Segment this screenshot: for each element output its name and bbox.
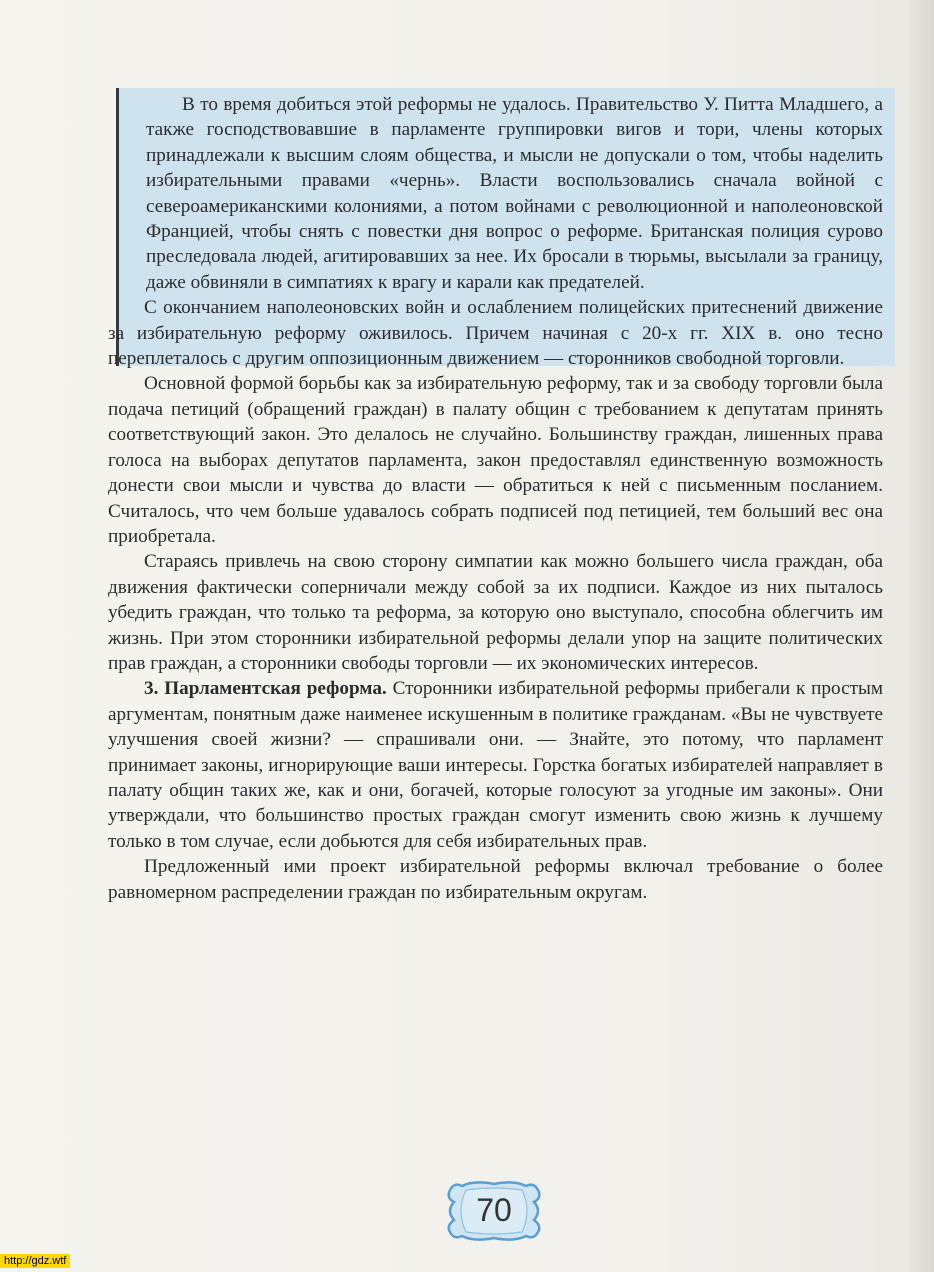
page-number-badge: [444, 1180, 544, 1242]
section-heading: 3. Парламентская реформа.: [144, 678, 387, 700]
paragraph-5: [108, 676, 883, 854]
paragraph-5-text: Сторонники избирательной реформы прибегали к простым аргументам, понятным даже наименее искушенным в политике гражданам. «Вы не чувствуете улучшения своей жизни? — спрашивали они. — Знайте, это потому, что парламент принимает законы, игнорирующие ваши интересы. Горстка богатых избирателей направляет в палату общин таких же, как и они, богачей, которые голосуют за угодные им законы». Они утверждали, что большинство простых граждан смогут изменить свою жизнь к лучшему только в том случае, если добьются для себя избирательных прав.: [108, 678, 883, 852]
paragraph-2: С окончанием наполеоновских войн и ослаблением полицейских притеснений движение за избирательную реформу оживилось. Причем начиная с 20-х гг. XIX в. оно тесно переплеталось с другим оппозиционным движением — сторонников свободной торговли.: [108, 297, 883, 370]
page-number: 70: [476, 1192, 512, 1228]
paragraph-6: Предложенный ими проект избирательной реформы включал требование о более равномерном распределении граждан по избирательным округам.: [108, 856, 883, 903]
watermark-url[interactable]: http://gdz.wtf: [0, 1254, 70, 1268]
paragraph-4: Стараясь привлечь на свою сторону симпатии как можно большего числа граждан, оба движения фактически соперничали между собой за их подписи. Каждое из них пыталось убедить граждан, что только та реформа, за которую оно выступало, способна облегчить им жизнь. При этом сторонники избирательной реформы делали упор на защите политических прав граждан, а сторонники свободы торговли — их экономических интересов.: [108, 551, 883, 674]
page-edge: [908, 0, 934, 1272]
paragraph-1: В то время добиться этой реформы не удалось. Правительство У. Питта Младшего, а также господствовавшие в парламенте группировки вигов и тори, члены которых принадлежали к высшим слоям общества, и мысли не допускали о том, чтобы наделить избирательными правами «чернь». Власти воспользовались сначала войной с североамериканскими колониями, а потом войнами с революционной и наполеоновской Францией, чтобы снять с повестки дня вопрос о реформе. Британская полиция сурово преследовала людей, агитировавших за нее. Их бросали в тюрьмы, высылали за границу, даже обвиняли в симпатиях к врагу и карали как предателей.: [146, 94, 883, 293]
paragraph-3: Основной формой борьбы как за избирательную реформу, так и за свободу торговли была подача петиций (обращений граждан) в палату общин с требованием к депутатам принять соответствующий закон. Это делалось не случайно. Большинству граждан, лишенных права голоса на выборах депутатов парламента, закон предоставлял единственную возможность донести свои мысли и чувства до власти — обратиться к ней с письменным посланием. Считалось, что чем больше удавалось собрать подписей под петицией, тем больший вес она приобретала.: [108, 373, 883, 547]
main-text: [108, 92, 883, 905]
